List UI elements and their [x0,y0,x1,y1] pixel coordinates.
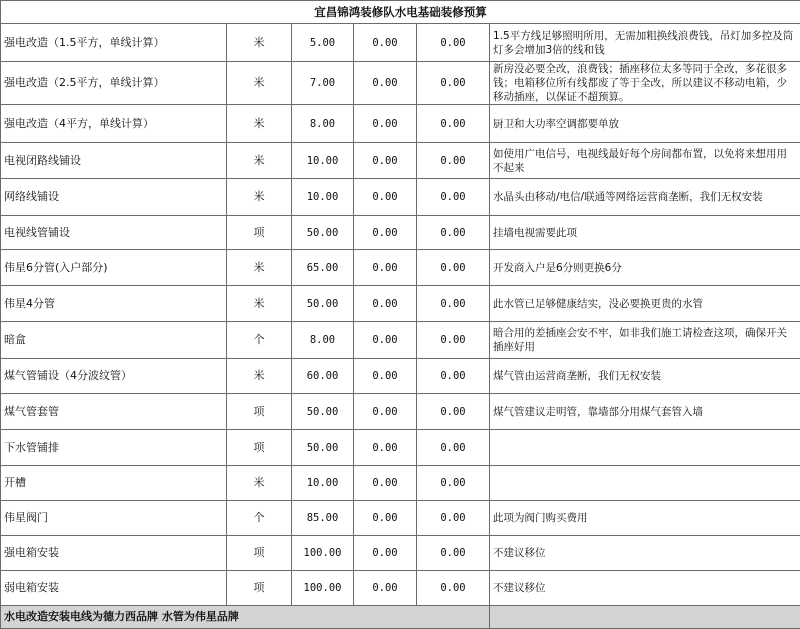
note-cell[interactable]: 暗合用的差插座会安不牢，如非我们施工请检查这项，确保开关插座好用 [490,322,800,359]
amount-cell[interactable]: 0.00 [417,216,490,250]
table-row [1,466,800,501]
table-row [1,322,800,359]
quantity-cell[interactable]: 0.00 [354,430,417,466]
amount-cell[interactable]: 0.00 [417,501,490,536]
item-cell[interactable]: 强电改造（1.5平方，单线计算） [1,24,227,62]
note-cell[interactable]: 挂墙电视需要此项 [490,216,800,250]
unit-cell[interactable]: 项 [227,216,292,250]
price-cell[interactable]: 10.00 [292,179,354,216]
table-row [1,179,800,216]
amount-cell[interactable]: 0.00 [417,105,490,143]
quantity-cell[interactable]: 0.00 [354,24,417,62]
unit-cell[interactable]: 米 [227,105,292,143]
table-row [1,394,800,430]
price-cell[interactable]: 8.00 [292,105,354,143]
footer-row [1,606,800,629]
quantity-cell[interactable]: 0.00 [354,143,417,179]
brand-note: 水电改造安装电线为德力西品牌 水管为伟星品牌 [1,606,490,629]
unit-cell[interactable]: 米 [227,359,292,394]
unit-cell[interactable]: 米 [227,286,292,322]
unit-cell[interactable]: 米 [227,143,292,179]
note-cell[interactable]: 水晶头由移动/电信/联通等网络运营商垄断，我们无权安装 [490,179,800,216]
note-cell[interactable]: 1.5平方线足够照明所用，无需加粗换线浪费钱，吊灯加多控及筒灯多会增加3倍的线和钱 [490,24,800,62]
item-cell[interactable]: 伟星阀门 [1,501,227,536]
item-cell[interactable]: 暗盒 [1,322,227,359]
unit-cell[interactable]: 米 [227,24,292,62]
amount-cell[interactable]: 0.00 [417,571,490,606]
price-cell[interactable]: 100.00 [292,571,354,606]
unit-cell[interactable]: 个 [227,322,292,359]
price-cell[interactable]: 85.00 [292,501,354,536]
amount-cell[interactable]: 0.00 [417,286,490,322]
unit-cell[interactable]: 项 [227,536,292,571]
amount-cell[interactable]: 0.00 [417,179,490,216]
note-cell[interactable] [490,466,800,501]
quantity-cell[interactable]: 0.00 [354,466,417,501]
quantity-cell[interactable]: 0.00 [354,105,417,143]
amount-cell[interactable]: 0.00 [417,359,490,394]
amount-cell[interactable]: 0.00 [417,322,490,359]
note-cell[interactable]: 新房没必要全改，浪费钱；插座移位太多等同于全改，多花很多钱；电箱移位所有线都废了等于全改，所以建议不移动电箱，少移动插座，以保证不超预算。 [490,62,800,105]
item-cell[interactable]: 开槽 [1,466,227,501]
unit-cell[interactable]: 米 [227,62,292,105]
quantity-cell[interactable]: 0.00 [354,62,417,105]
price-cell[interactable]: 50.00 [292,286,354,322]
item-cell[interactable]: 电视线管铺设 [1,216,227,250]
item-cell[interactable]: 强电改造（2.5平方，单线计算） [1,62,227,105]
note-cell[interactable]: 煤气管建议走明管，靠墙部分用煤气套管入墙 [490,394,800,430]
table-row [1,24,800,62]
price-cell[interactable]: 10.00 [292,466,354,501]
unit-cell[interactable]: 项 [227,430,292,466]
table-row [1,143,800,179]
note-cell[interactable]: 此项为阀门购买费用 [490,501,800,536]
price-cell[interactable]: 50.00 [292,394,354,430]
price-cell[interactable]: 60.00 [292,359,354,394]
amount-cell[interactable]: 0.00 [417,536,490,571]
note-cell[interactable]: 如使用广电信号，电视线最好每个房间都布置，以免将来想用用不起来 [490,143,800,179]
amount-cell[interactable]: 0.00 [417,394,490,430]
price-cell[interactable]: 50.00 [292,216,354,250]
price-cell[interactable]: 8.00 [292,322,354,359]
item-cell[interactable]: 伟星4分管 [1,286,227,322]
unit-cell[interactable]: 项 [227,571,292,606]
note-cell[interactable]: 开发商入户是6分则更换6分 [490,250,800,286]
table-row [1,571,800,606]
table-row [1,501,800,536]
quantity-cell[interactable]: 0.00 [354,536,417,571]
quantity-cell[interactable]: 0.00 [354,216,417,250]
note-cell[interactable]: 煤气管由运营商垄断，我们无权安装 [490,359,800,394]
title-row [1,1,800,24]
unit-cell[interactable]: 个 [227,501,292,536]
table-row [1,536,800,571]
price-cell[interactable]: 7.00 [292,62,354,105]
quantity-cell[interactable]: 0.00 [354,501,417,536]
item-cell[interactable]: 弱电箱安装 [1,571,227,606]
item-cell[interactable]: 强电改造（4平方，单线计算） [1,105,227,143]
table-row [1,286,800,322]
unit-cell[interactable]: 米 [227,250,292,286]
quantity-cell[interactable]: 0.00 [354,571,417,606]
item-cell[interactable]: 煤气管铺设（4分波纹管） [1,359,227,394]
amount-cell[interactable]: 0.00 [417,466,490,501]
table-row [1,359,800,394]
price-cell[interactable]: 50.00 [292,430,354,466]
table-row [1,250,800,286]
item-cell[interactable]: 下水管铺排 [1,430,227,466]
table-row [1,430,800,466]
note-cell[interactable]: 此水管已足够健康结实，没必要换更贵的水管 [490,286,800,322]
amount-cell[interactable]: 0.00 [417,62,490,105]
item-cell[interactable]: 网络线铺设 [1,179,227,216]
item-cell[interactable]: 强电箱安装 [1,536,227,571]
footer-empty-cell[interactable] [490,606,800,629]
item-cell[interactable]: 煤气管套管 [1,394,227,430]
note-cell[interactable]: 不建议移位 [490,571,800,606]
amount-cell[interactable]: 0.00 [417,143,490,179]
item-cell[interactable]: 伟星6分管(入户部分) [1,250,227,286]
table-row [1,62,800,105]
price-cell[interactable]: 100.00 [292,536,354,571]
quantity-cell[interactable]: 0.00 [354,322,417,359]
note-cell[interactable]: 不建议移位 [490,536,800,571]
amount-cell[interactable]: 0.00 [417,250,490,286]
quantity-cell[interactable]: 0.00 [354,250,417,286]
amount-cell[interactable]: 0.00 [417,24,490,62]
quantity-cell[interactable]: 0.00 [354,179,417,216]
price-cell[interactable]: 10.00 [292,143,354,179]
unit-cell[interactable]: 项 [227,394,292,430]
note-cell[interactable]: 厨卫和大功率空调都要单放 [490,105,800,143]
price-cell[interactable]: 5.00 [292,24,354,62]
item-cell[interactable]: 电视闭路线铺设 [1,143,227,179]
note-cell[interactable] [490,430,800,466]
quantity-cell[interactable]: 0.00 [354,359,417,394]
quantity-cell[interactable]: 0.00 [354,286,417,322]
table-row [1,216,800,250]
sheet-title: 宜昌锦鸿装修队水电基础装修预算 [1,1,800,24]
unit-cell[interactable]: 米 [227,466,292,501]
price-cell[interactable]: 65.00 [292,250,354,286]
unit-cell[interactable]: 米 [227,179,292,216]
amount-cell[interactable]: 0.00 [417,430,490,466]
quantity-cell[interactable]: 0.00 [354,394,417,430]
table-row [1,105,800,143]
